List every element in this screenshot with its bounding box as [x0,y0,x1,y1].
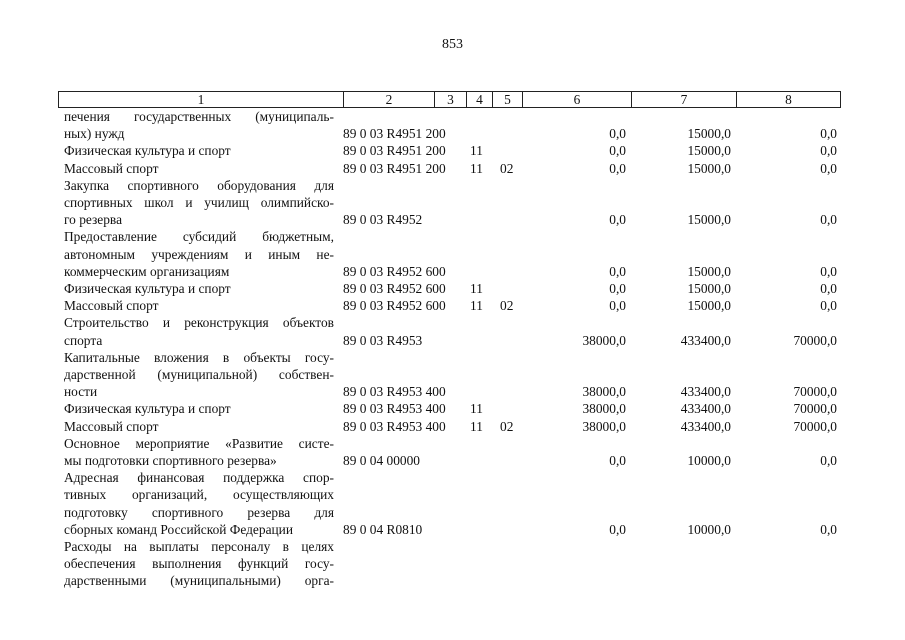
row-value-col6: 38000,0 [582,384,626,400]
header-col-4: 4 [467,92,493,107]
row-section: 11 [470,160,483,176]
row-description: ности [64,384,98,400]
row-description: Физическая культура и спорт [64,281,231,296]
row-description: Адресная финансовая поддержка спор- [64,470,334,486]
row-value-col7: 15000,0 [687,143,731,159]
row-value-col6: 0,0 [609,143,626,159]
row-code: 89 0 03 R4952 600 [343,281,446,296]
row-value-col7: 15000,0 [687,298,731,314]
table-row [0,435,905,452]
row-value-col6: 0,0 [609,281,626,296]
header-col-7: 7 [632,92,737,107]
table-row [0,555,905,572]
row-section: 11 [470,418,483,434]
header-col-6: 6 [523,92,632,107]
row-value-col7: 15000,0 [687,212,731,228]
row-value-col6: 0,0 [609,263,626,279]
table-row [0,418,905,435]
row-value-col7: 433400,0 [680,384,731,400]
row-code: 89 0 04 R0810 [343,521,423,537]
row-code: 89 0 03 R4953 400 [343,401,446,417]
header-col-2: 2 [344,92,435,107]
row-value-col8: 70000,0 [793,384,837,400]
table-row [0,469,905,486]
row-value-col6: 38000,0 [582,332,626,348]
table-row [0,108,905,125]
row-description: дарственными (муниципальными) орга- [64,573,334,589]
table-row [0,125,905,142]
row-value-col7: 433400,0 [680,418,731,434]
row-value-col7: 15000,0 [687,126,731,142]
table-row [0,160,905,177]
row-value-col8: 0,0 [820,521,837,537]
table-row [0,263,905,280]
row-description: Основное мероприятие «Развитие систе- [64,435,334,451]
row-description: го резерва [64,212,123,228]
row-description: Физическая культура и спорт [64,401,231,417]
row-code: 89 0 03 R4951 200 [343,143,446,159]
row-description: Массовый спорт [64,418,159,434]
row-value-col8: 0,0 [820,126,837,142]
row-value-col6: 0,0 [609,212,626,228]
row-description: Капитальные вложения в объекты госу- [64,349,334,365]
row-description: дарственной (муниципальной) собствен- [64,367,334,382]
row-description: подготовку спортивного резерва для [64,504,334,520]
table-row [0,400,905,417]
row-subsection: 02 [500,418,514,434]
table-row [0,366,905,383]
row-description: спортивных школ и училищ олимпийско- [64,195,334,210]
row-description: автономным учреждениям и иным не- [64,246,334,262]
table-row [0,332,905,349]
row-value-col7: 15000,0 [687,160,731,176]
row-code: 89 0 03 R4953 [343,332,423,348]
row-value-col7: 10000,0 [687,521,731,537]
row-value-col6: 0,0 [609,160,626,176]
row-description: Строительство и реконструкция объектов [64,315,334,331]
table-row [0,504,905,521]
table-row [0,194,905,211]
row-description: спорта [64,332,103,348]
table-row [0,521,905,538]
row-value-col7: 433400,0 [680,401,731,417]
table-row [0,314,905,331]
table-row [0,228,905,245]
row-value-col8: 0,0 [820,453,837,468]
row-value-col8: 0,0 [820,212,837,228]
row-value-col6: 0,0 [609,521,626,537]
row-value-col8: 70000,0 [793,401,837,417]
row-description: Закупка спортивного оборудования для [64,177,334,193]
table-row [0,177,905,194]
table-row [0,211,905,228]
row-value-col8: 0,0 [820,263,837,279]
table-row [0,297,905,314]
table-row [0,538,905,555]
row-description: Массовый спорт [64,160,159,176]
row-subsection: 02 [500,160,514,176]
row-section: 11 [470,143,483,159]
table-row [0,246,905,263]
row-value-col8: 70000,0 [793,332,837,348]
row-description: коммерческим организациям [64,263,230,279]
table-header [58,91,841,108]
row-section: 11 [470,281,483,296]
table-row [0,280,905,297]
header-col-5: 5 [493,92,523,107]
row-code: 89 0 03 R4953 400 [343,418,446,434]
row-value-col6: 0,0 [609,453,626,468]
row-description: мы подготовки спортивного резерва» [64,453,277,468]
row-value-col7: 10000,0 [687,453,731,468]
table-row [0,572,905,589]
row-description: печения государственных (муниципаль- [64,109,334,124]
row-description: Расходы на выплаты персоналу в целях [64,539,334,554]
row-code: 89 0 03 R4951 200 [343,160,446,176]
row-value-col8: 0,0 [820,143,837,159]
table-row [0,142,905,159]
row-value-col8: 0,0 [820,281,837,296]
row-section: 11 [470,298,483,314]
row-code: 89 0 03 R4951 200 [343,126,446,142]
header-col-1: 1 [59,92,344,107]
row-code: 89 0 03 R4952 600 [343,298,446,314]
row-description: тивных организаций, осуществляющих [64,487,334,503]
row-value-col7: 15000,0 [687,281,731,296]
table-row [0,452,905,469]
row-description: Массовый спорт [64,298,159,314]
table-row [0,486,905,503]
row-description: ных) нужд [64,126,125,142]
row-description: Физическая культура и спорт [64,143,231,159]
row-description: Предоставление субсидий бюджетным, [64,229,334,245]
row-code: 89 0 03 R4953 400 [343,384,446,400]
row-code: 89 0 04 00000 [343,453,420,468]
row-value-col7: 15000,0 [687,263,731,279]
row-value-col6: 0,0 [609,126,626,142]
row-code: 89 0 03 R4952 [343,212,423,228]
table-row [0,383,905,400]
table-row [0,349,905,366]
row-value-col8: 0,0 [820,298,837,314]
page-number: 853 [442,37,463,52]
row-value-col8: 0,0 [820,160,837,176]
row-value-col6: 38000,0 [582,401,626,417]
row-value-col6: 0,0 [609,298,626,314]
row-value-col7: 433400,0 [680,332,731,348]
header-col-3: 3 [435,92,467,107]
row-value-col8: 70000,0 [793,418,837,434]
row-description: обеспечения выполнения функций госу- [64,556,334,572]
row-subsection: 02 [500,298,514,314]
row-code: 89 0 03 R4952 600 [343,263,446,279]
header-col-8: 8 [785,92,792,107]
row-description: сборных команд Российской Федерации [64,521,294,537]
row-section: 11 [470,401,483,417]
row-value-col6: 38000,0 [582,418,626,434]
